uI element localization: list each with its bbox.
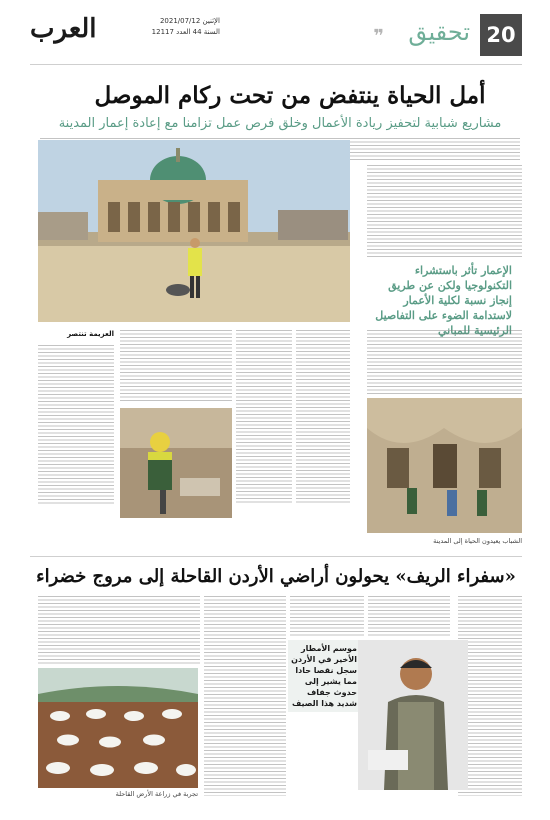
body-column-3 [120, 330, 232, 402]
body-column-4 [38, 345, 114, 505]
header-divider [30, 64, 522, 65]
pull-quote: الإعمار تأثر باستشراء التكنولوجيا ولكن عن طريق إنجاز نسبة لكلية الأعمار لاستدامة الضوء على التفاصيل الرئيسية للمباني [375, 264, 512, 337]
article2-column-2 [368, 596, 450, 636]
seedling-photo [38, 668, 198, 788]
article2-column-5 [38, 596, 200, 664]
seedling-photo-caption: تجربة في زراعة الأرض القاحلة [115, 790, 198, 798]
right-column-text [367, 165, 522, 257]
article-headline: أمل الحياة ينتفض من تحت ركام الموصل [94, 82, 486, 109]
farmer-photo [358, 640, 468, 790]
date-line [130, 16, 220, 38]
article2-pull-quote: موسم الأمطار الأخير في الأردن سجل نقصا حادا مما يشير إلى حدوث جفاف شديد هذا الصيف [288, 640, 360, 712]
date-text: الإثنين 2021/07/12 [159, 17, 220, 25]
issue-text: السنة 44 العدد 12117 [151, 28, 220, 36]
worker-photo [120, 408, 232, 518]
market-photo [367, 398, 522, 533]
page-number: 20 [480, 14, 522, 56]
masthead [30, 14, 122, 52]
body-column-1 [296, 330, 350, 505]
newspaper-logo: العرب [30, 14, 97, 44]
article2-column-3 [290, 596, 364, 636]
article-divider [30, 556, 522, 557]
mosque-photo [38, 140, 350, 322]
quote-icon: ❞ [373, 26, 384, 47]
article-subhead: مشاريع شبابية لتحفيز ريادة الأعمال وخلق فرص عمل تزامنا مع إعادة إعمار المدينة [58, 116, 502, 131]
right-column-text-2 [367, 330, 522, 394]
body-column-2 [236, 330, 292, 505]
article2-column-4 [204, 596, 286, 796]
section-title: تحقيق [408, 18, 470, 46]
page-header [30, 14, 522, 64]
market-photo-caption: الشباب يعيدون الحياة إلى المدينة [433, 537, 522, 545]
side-label: العزيمة تنتصر [67, 330, 114, 338]
article2-headline: «سفراء الريف» يحولون أراضي الأردن القاحلة إلى مروج خضراء [36, 566, 516, 587]
